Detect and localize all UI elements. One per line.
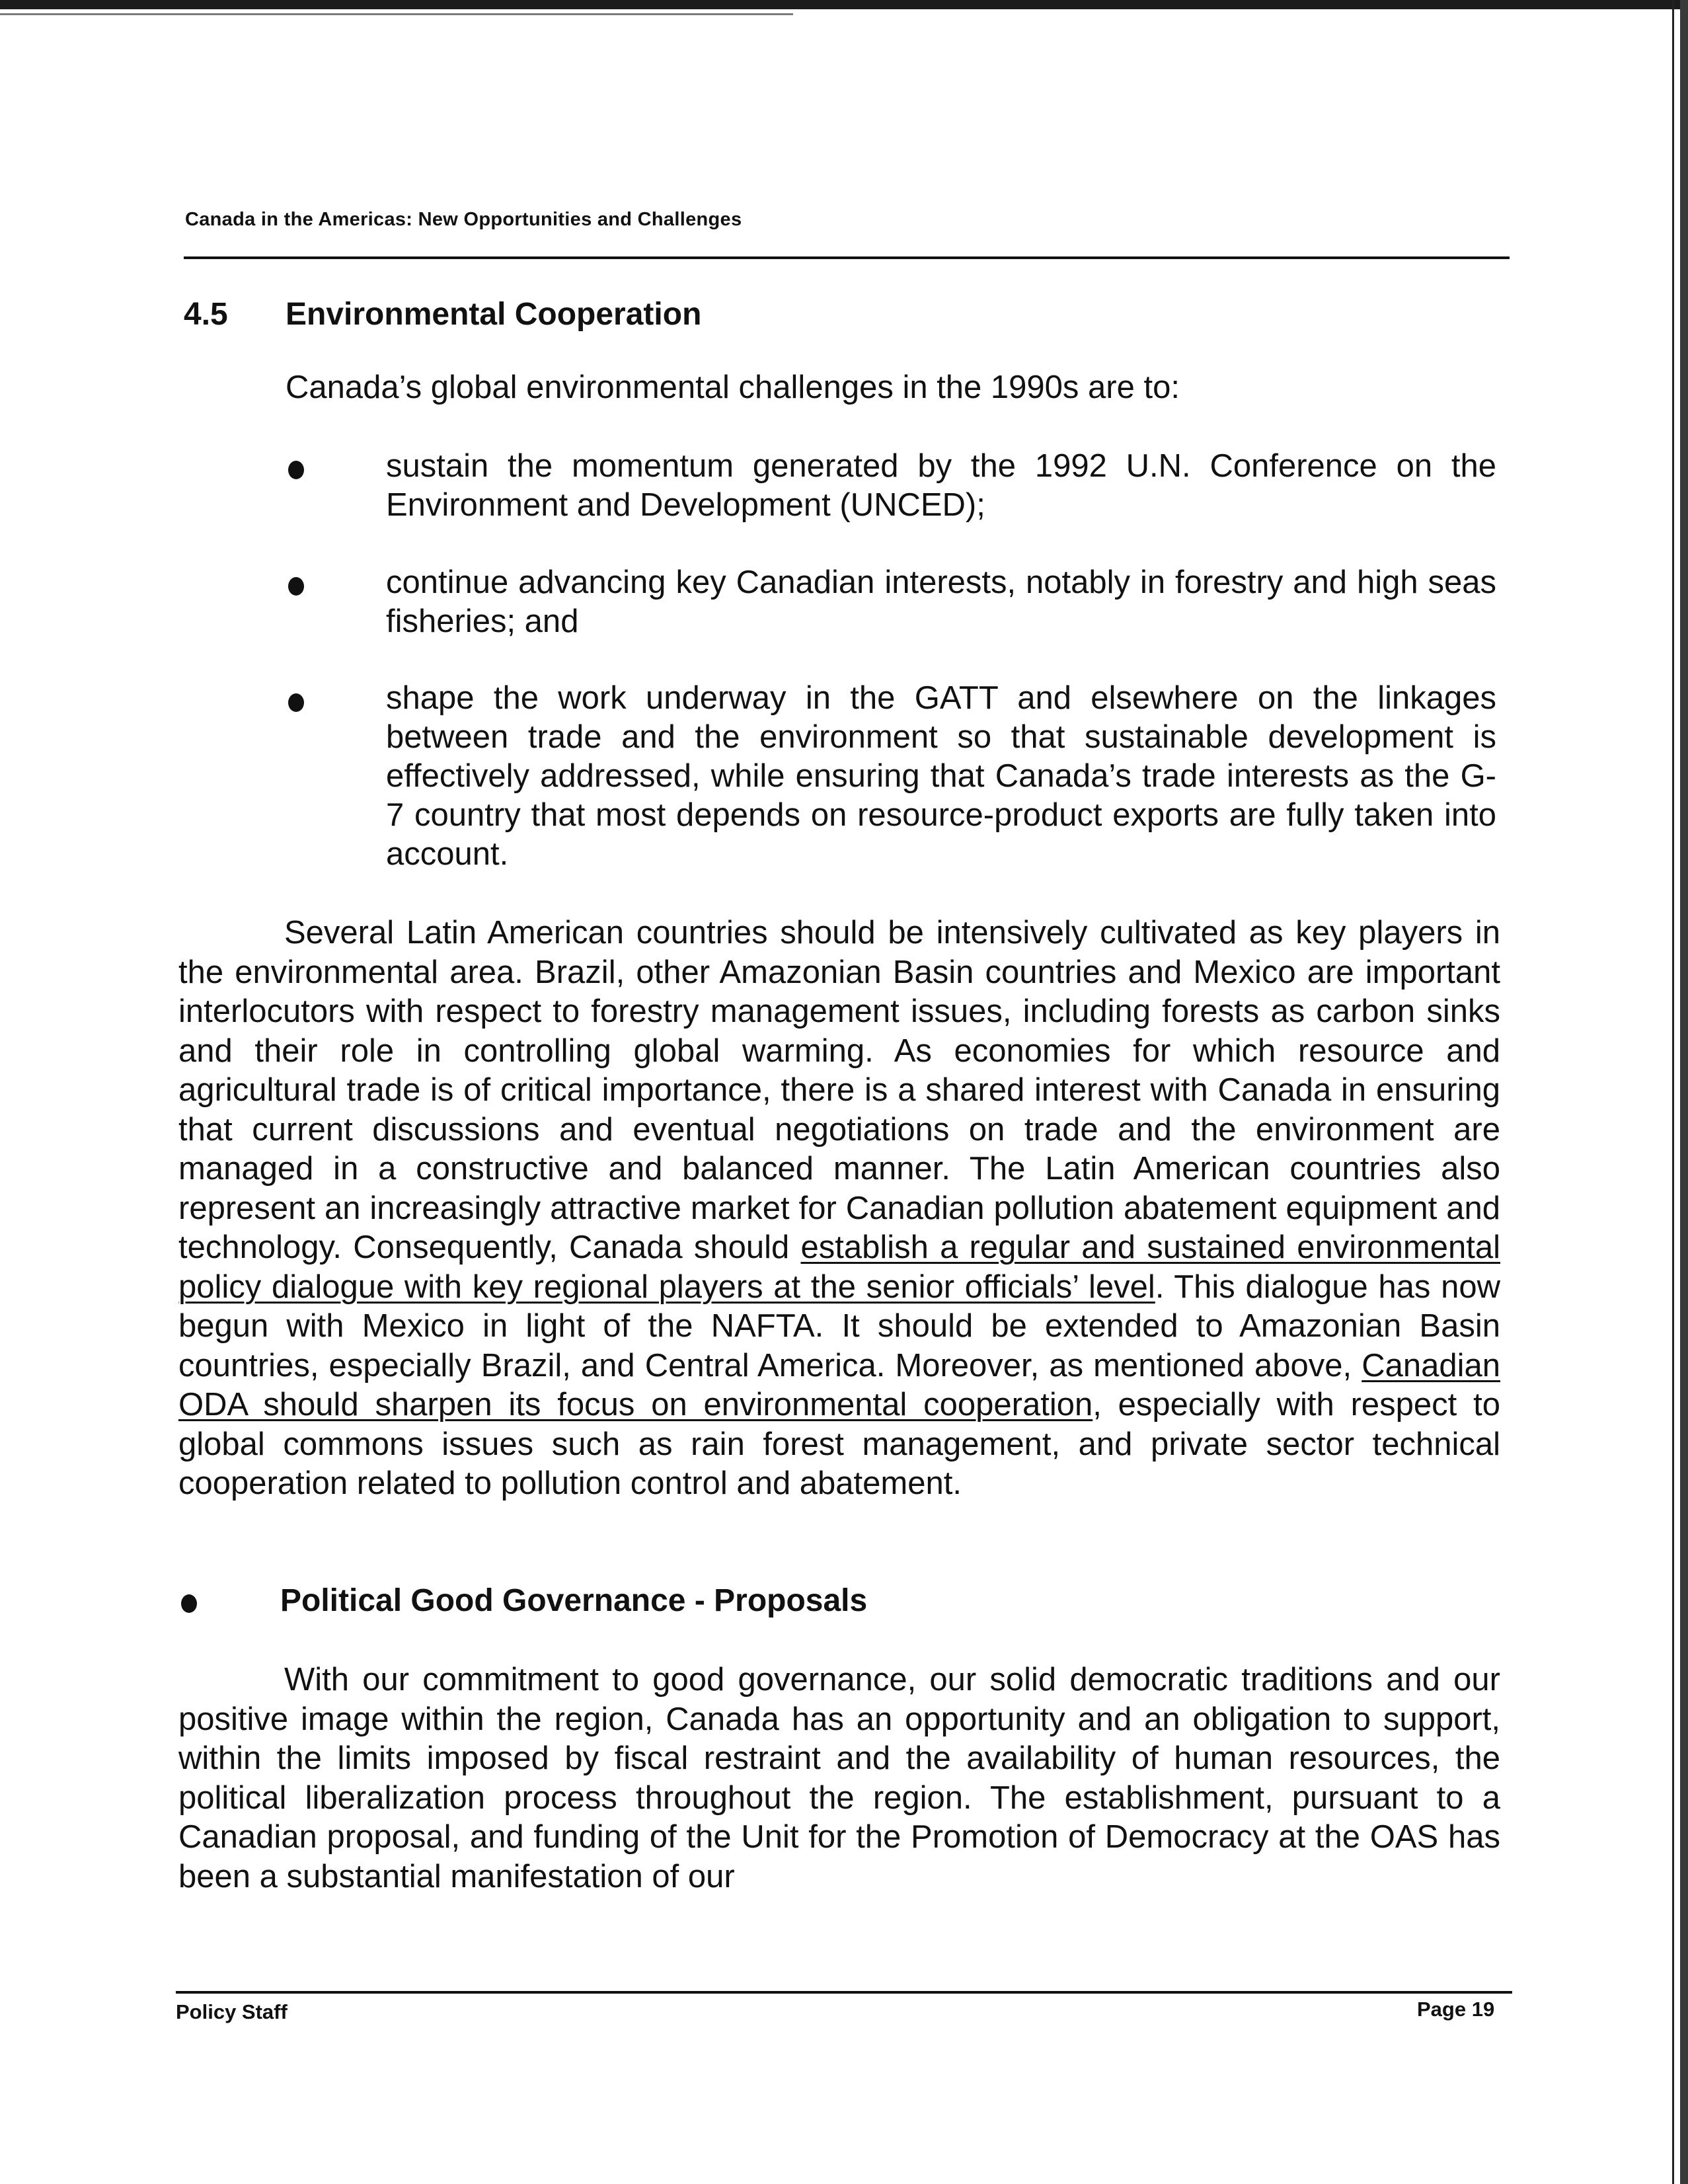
scan-top-edge [0, 0, 1688, 9]
bullet-item: shape the work underway in the GATT and elsewhere on the linkages between trade and the environment so that sustainable development is effectively addressed, while ensuring that Canada’s trade interests as the G-7 country that most depends on resource-product exports are fully taken into account. [386, 680, 1496, 872]
section-number: 4.5 [184, 297, 228, 332]
bullet-item: continue advancing key Canadian interests, notably in forestry and high seas fisheries; and [386, 565, 1496, 639]
bullet-icon [288, 693, 304, 712]
bullet-icon [288, 461, 304, 479]
underlined-recommendation: establish a regular and sustained environmental policy dialogue with key regional players at the senior officials’ level [178, 1229, 1500, 1305]
section-intro: Canada’s global environmental challenges in the 1990s are to: [286, 370, 1180, 405]
running-header: Canada in the Americas: New Opportunities and Challenges [185, 209, 742, 230]
underlined-recommendation: Canadian ODA should sharpen its focus on environmental cooperation [178, 1347, 1500, 1423]
paragraph-text: , especially with respect to global commons issues such as rain forest management, and private sector technical cooperation related to pollution control and abatement. [178, 1387, 1500, 1501]
bullet-icon [288, 577, 304, 596]
scan-top-line [0, 13, 793, 15]
subsection-heading: Political Good Governance - Proposals [280, 1583, 868, 1618]
bullet-item: sustain the momentum generated by the 1992 U.N. Conference on the Environment and Development (UNCED); [386, 448, 1496, 523]
page-number: Page 19 [1417, 1998, 1495, 2021]
paragraph-text: Several Latin American countries should be intensively cultivated as key players in the environmental area. Brazil, other Amazonian Basin countries and Mexico are important interlocutors with respect to forestry management issues, including forests as carbon sinks and their role in controlling global warming. As economies for which resource and agricultural trade is of critical importance, there is a shared interest with Canada in ensuring that current discussions and eventual negotiations on trade and the environment are managed in a constructive and balanced manner. The Latin American countries also represent an increasingly attractive market for Canadian pollution abatement equipment and technology. Consequently, Canada should [178, 915, 1500, 1265]
bullet-icon [181, 1594, 197, 1613]
footer-rule [176, 1991, 1512, 1994]
paragraph-text: . This dialogue has now begun with Mexico in light of the NAFTA. It should be extended to Amazonian Basin countries, especially Brazil, and Central America. Moreover, as mentioned above, [178, 1268, 1500, 1384]
footer-left: Policy Staff [176, 2000, 288, 2023]
section-title: Environmental Cooperation [286, 297, 702, 332]
scan-right-line [1672, 0, 1674, 2184]
header-rule [184, 256, 1510, 259]
body-paragraph [178, 914, 1500, 1504]
scan-right-edge [1680, 0, 1688, 2184]
body-paragraph: With our commitment to good governance, our solid democratic traditions and our positive image within the region, Canada has an opportunity and an obligation to support, within the limits imposed by fiscal restraint and the availability of human resources, the political liberalization process throughout the region. The establishment, pursuant to a Canadian proposal, and funding of the Unit for the Promotion of Democracy at the OAS has been a substantial manifestation of our [178, 1662, 1500, 1894]
